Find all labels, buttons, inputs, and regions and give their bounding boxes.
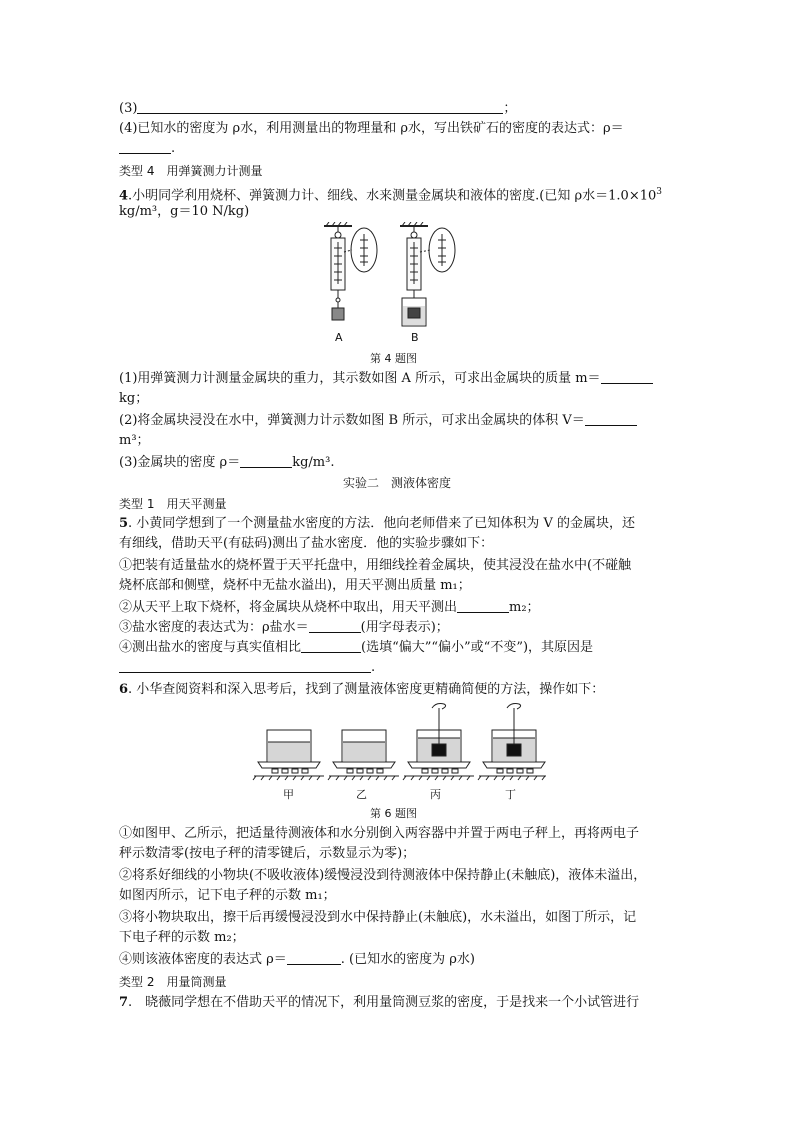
- problem-number: 5: [119, 516, 129, 531]
- p5-line1: 5. 小黄同学想到了一个测量盐水密度的方法．他向老师借来了已知体积为 V 的金属块，还: [119, 516, 635, 531]
- q4-line: (4)已知水的密度为 ρ水，利用测量出的物理量和 ρ水，写出铁矿石的密度的表达式：ρ＝: [119, 121, 624, 136]
- fig6-label-bing: 丙: [430, 788, 441, 801]
- fig4-caption: 第 4 题图: [370, 352, 417, 365]
- p6-line5: 如图丙所示，记下电子秤的示数 m₁；: [119, 888, 336, 903]
- answer-blank[interactable]: [119, 658, 371, 673]
- answer-blank[interactable]: [585, 411, 637, 426]
- p4-step2: (2)将金属块浸没在水中，弹簧测力计示数如图 B 所示，可求出金属块的体积 V＝: [119, 411, 637, 431]
- p5-line8: .: [119, 658, 375, 678]
- p6-line2: ①如图甲、乙所示，把适量待测液体和水分别倒入两容器中并置于两电子秤上，再将两电子: [119, 826, 640, 841]
- p7-line1: 7. 晓薇同学想在不借助天平的情况下，利用量筒测豆浆的密度，于是找来一个小试管进行: [119, 995, 640, 1010]
- scale-setup-yi: [328, 730, 399, 780]
- electronic-scale-figure: [252, 700, 546, 784]
- q3-number: (3): [119, 101, 138, 116]
- answer-blank[interactable]: [240, 453, 292, 468]
- experiment2-title: 实验二 测液体密度: [342, 476, 451, 490]
- answer-blank[interactable]: [137, 99, 503, 114]
- answer-blank[interactable]: [119, 139, 171, 154]
- fig6-label-yi: 乙: [356, 788, 367, 801]
- p4-step3: (3)金属块的密度 ρ＝ kg/m³.: [119, 455, 335, 470]
- problem-number: 4: [119, 188, 129, 204]
- p5-line6: ③盐水密度的表达式为：ρ盐水＝ (用字母表示)；: [119, 620, 449, 635]
- p4-line2: kg/m³，g＝10 N/kg): [119, 204, 250, 219]
- problem-number: 7: [119, 995, 129, 1010]
- p4-line1: 4.小明同学利用烧杯、弹簧测力计、细线、水来测量金属块和液体的密度.(已知 ρ水$=1.0\times 10^3$: [119, 187, 663, 204]
- problem-number: 6: [119, 682, 129, 697]
- spring-scale-a: [324, 222, 377, 320]
- answer-blank[interactable]: [601, 369, 653, 384]
- spring-scale-b: [400, 222, 455, 326]
- answer-blank[interactable]: [301, 638, 361, 653]
- p4-step1: (1)用弹簧测力计测量金属块的重力，其示数如图 A 所示，可求出金属块的质量 m＝: [119, 369, 653, 389]
- scale-setup-jia: [253, 730, 324, 780]
- answer-blank[interactable]: [309, 618, 361, 633]
- p4-step1-unit: kg；: [119, 391, 149, 406]
- answer-blank[interactable]: [287, 950, 341, 965]
- scale-setup-ding: [478, 704, 546, 781]
- p6-line8: ④则该液体密度的表达式 ρ＝ . (已知水的密度为 ρ水): [119, 952, 475, 967]
- p5-line7: ④测出盐水的密度与真实值相比 (选填“偏大”“偏小”或“不变”)，其原因是: [119, 640, 594, 655]
- answer-blank[interactable]: [457, 598, 509, 613]
- type2-heading: 类型 2 用量筒测量: [119, 975, 227, 989]
- spring-scale-figure: [318, 222, 488, 350]
- p4-step2-unit: m³；: [119, 433, 150, 448]
- p6-line4: ②将系好细线的小物块(不吸收液体)缓慢浸没到待测液体中保持静止(未触底)，液体未溢出，: [119, 868, 647, 883]
- p5-line2: 有细线，借助天平(有砝码)测出了盐水密度．他的实验步骤如下：: [119, 536, 494, 551]
- fig6-caption: 第 6 题图: [370, 807, 417, 820]
- p5-line4: 烧杯底部和侧壁，烧杯中无盐水溢出)，用天平测出质量 m₁；: [119, 578, 471, 593]
- scale-setup-bing: [403, 704, 474, 781]
- q3-line: (3) ；: [119, 101, 517, 116]
- p5-line5: ②从天平上取下烧杯，将金属块从烧杯中取出，用天平测出 m₂；: [119, 600, 540, 615]
- p6-line6: ③将小物块取出，擦干后再缓慢浸没到水中保持静止(未触底)，水未溢出，如图丁所示，记: [119, 910, 637, 925]
- type4-heading: 类型 4 用弹簧测力计测量: [119, 164, 263, 178]
- p6-line7: 下电子秤的示数 m₂；: [119, 930, 245, 945]
- fig6-label-ding: 丁: [505, 788, 516, 801]
- p6-line1: 6. 小华查阅资料和深入思考后，找到了测量液体密度更精确简便的方法，操作如下：: [119, 682, 605, 697]
- fig4-label-b: B: [411, 331, 419, 344]
- fig6-label-jia: 甲: [283, 788, 294, 801]
- p6-line3: 秤示数清零(按电子秤的清零键后，示数显示为零)；: [119, 846, 416, 861]
- fig4-label-a: A: [335, 331, 343, 344]
- q4-answer-line: .: [119, 139, 175, 159]
- type1-heading: 类型 1 用天平测量: [119, 497, 227, 511]
- p5-line3: ①把装有适量盐水的烧杯置于天平托盘中，用细线拴着金属块，使其浸没在盐水中(不碰触: [119, 558, 632, 573]
